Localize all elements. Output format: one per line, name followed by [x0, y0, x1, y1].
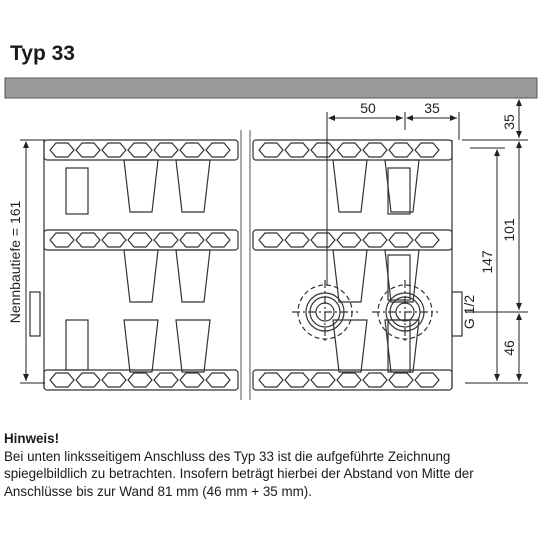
right-dimensions	[462, 100, 528, 383]
panel-hexagon	[259, 233, 283, 247]
convector-fin	[176, 320, 210, 372]
panel-hexagon	[180, 233, 204, 247]
diagram-title: Typ 33	[10, 42, 75, 65]
convector-fin	[333, 160, 367, 212]
panel-hexagon	[180, 373, 204, 387]
convector-fin	[333, 320, 367, 372]
panel-hexagon	[389, 233, 413, 247]
panel-hexagon	[415, 143, 439, 157]
panel-hexagon	[285, 143, 309, 157]
panel-hexagon	[102, 233, 126, 247]
panel-hexagon	[50, 373, 74, 387]
panel-hexagon	[154, 373, 178, 387]
convector-fin	[385, 250, 419, 302]
panel-hexagon	[363, 233, 387, 247]
dim-top-35: 35	[424, 100, 440, 116]
panel-hexagon	[363, 373, 387, 387]
panel-hexagon	[337, 143, 361, 157]
thread-label: G 1/2	[461, 294, 477, 330]
panel-hexagon	[363, 143, 387, 157]
panel-hexagon	[311, 233, 335, 247]
panel-hexagon	[102, 143, 126, 157]
panel-hexagon	[415, 373, 439, 387]
convector-fin	[124, 320, 158, 372]
panel-hexagon	[50, 143, 74, 157]
panel-hexagon	[285, 373, 309, 387]
connection-left	[292, 280, 358, 344]
wall	[5, 78, 537, 98]
convector-fin	[124, 160, 158, 212]
panel-hexagon	[50, 233, 74, 247]
connection-right	[372, 280, 438, 344]
panel-hexagon	[259, 143, 283, 157]
convector-fin	[124, 250, 158, 302]
panel-hexagon	[128, 373, 152, 387]
panel-hexagon	[206, 373, 230, 387]
panel-hexagon	[389, 143, 413, 157]
panel-hexagon	[206, 143, 230, 157]
note-text: Bei unten linksseitigem Anschluss des Typ 33 ist die aufgeführte Zeichnung spiegelbildlich zu betrachten. Insofern beträgt hierbei der Abstand von Mitte der Anschlüsse bis zur Wand 81 mm (46 mm + 35 mm).	[4, 448, 474, 499]
dim-right-147: 147	[479, 250, 495, 274]
panel-hexagon	[415, 233, 439, 247]
convector-fin	[176, 250, 210, 302]
note-box	[4, 430, 536, 500]
dim-right-101: 101	[501, 218, 517, 242]
convector-fin	[333, 250, 367, 302]
dim-top-50: 50	[360, 100, 376, 116]
panel-hexagon	[180, 143, 204, 157]
convector-fin	[385, 320, 419, 372]
panel-hexagon	[154, 233, 178, 247]
left-dimension	[20, 140, 45, 383]
panel-hexagon	[128, 233, 152, 247]
panel-hexagon	[76, 143, 100, 157]
dim-right-46: 46	[501, 340, 517, 356]
dim-left-depth: Nennbautiefe = 161	[7, 200, 23, 324]
panel-hexagon	[154, 143, 178, 157]
panel-hexagon	[389, 373, 413, 387]
convector-fin	[176, 160, 210, 212]
panel-hexagon	[206, 233, 230, 247]
panel-hexagon	[311, 373, 335, 387]
panel-hexagon	[285, 233, 309, 247]
panel-hexagon	[128, 143, 152, 157]
panel-hexagon	[76, 373, 100, 387]
top-dimensions	[327, 112, 459, 285]
panel-post	[66, 320, 88, 370]
panel-hexagon	[337, 233, 361, 247]
left-connector	[30, 292, 40, 336]
panel-hexagon	[311, 143, 335, 157]
panel-post	[388, 320, 410, 372]
note-heading: Hinweis!	[4, 431, 60, 446]
panel-hexagon	[76, 233, 100, 247]
panel-hexagon	[102, 373, 126, 387]
radiator-panels	[44, 140, 452, 390]
dim-right-35: 35	[501, 114, 517, 130]
panel-hexagon	[259, 373, 283, 387]
panel-post	[66, 168, 88, 214]
panel-post	[388, 168, 410, 214]
panel-hexagon	[337, 373, 361, 387]
